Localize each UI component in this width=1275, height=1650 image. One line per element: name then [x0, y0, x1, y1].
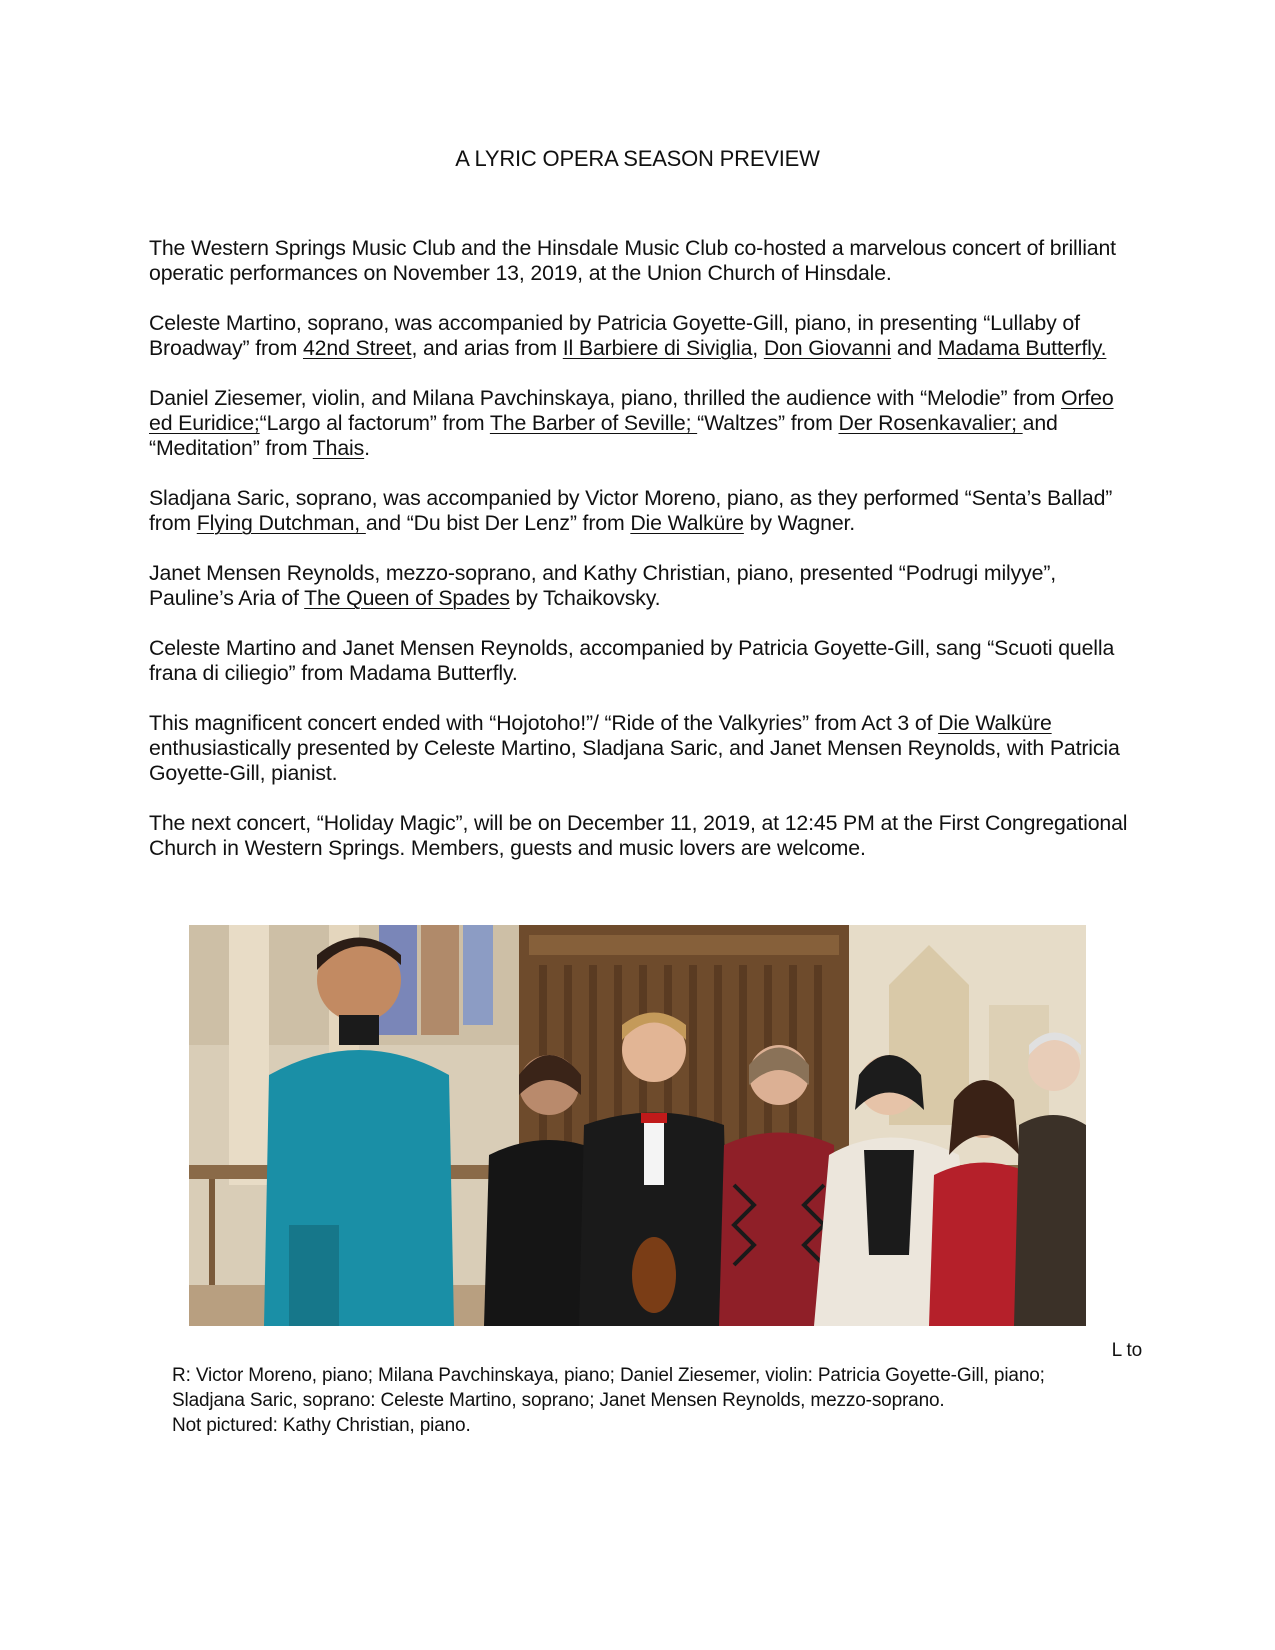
caption-line-3: Not pictured: Kathy Christian, piano. [172, 1415, 471, 1436]
paragraph-reynolds [149, 561, 1134, 611]
link-don-giovanni[interactable]: Don Giovanni [763, 336, 892, 360]
text-segment: Sladjana Saric, soprano, was accompanied by Victor Moreno, piano, as they performed “Senta’s Ballad” from [149, 486, 1113, 535]
text-segment: enthusiastically presented by Celeste Martino, Sladjana Saric, and Janet Mensen Reynolds, with Patricia Goyette-Gill, pianist. [149, 736, 1120, 785]
link-il-barbiere[interactable]: Il Barbiere di Siviglia [562, 336, 753, 360]
text-segment: and “Du bist Der Lenz” from [365, 511, 631, 535]
link-madama-butterfly[interactable]: Madama Butterfly. [937, 336, 1107, 360]
text-segment: This magnificent concert ended with “Hojotoho!”/ “Ride of the Valkyries” from Act 3 of [149, 711, 939, 735]
link-42nd-street[interactable]: 42nd Street [302, 336, 412, 360]
page-title: A LYRIC OPERA SEASON PREVIEW [455, 146, 820, 171]
paragraph-martino [149, 311, 1134, 361]
text-segment: by Wagner. [743, 511, 856, 535]
caption-line-2: Sladjana Saric, soprano: Celeste Martino, soprano; Janet Mensen Reynolds, mezzo-soprano. [172, 1390, 945, 1411]
text-segment: and [891, 336, 938, 360]
paragraph-saric [149, 486, 1134, 536]
caption-line-1: R: Victor Moreno, piano; Milana Pavchinskaya, piano; Daniel Ziesemer, violin: Patricia Goyette-Gill, piano; [172, 1365, 1045, 1386]
group-photo [189, 925, 1086, 1326]
paragraph-next-concert: The next concert, “Holiday Magic”, will be on December 11, 2019, at 12:45 PM at the First Congregational Church in Western Springs. Members, guests and music lovers are welcome. [149, 811, 1128, 860]
link-die-walkure[interactable]: Die Walküre [630, 511, 744, 535]
paragraph-duet: Celeste Martino and Janet Mensen Reynolds, accompanied by Patricia Goyette-Gill, sang “Scuoti quella frana di ciliegio” from Madama Butterfly. [149, 636, 1115, 685]
text-segment: Janet Mensen Reynolds, mezzo-soprano, and Kathy Christian, piano, presented “Podrugi milyye”, Pauline’s Aria of [149, 561, 1057, 610]
link-queen-of-spades[interactable]: The Queen of Spades [304, 586, 510, 610]
caption-lead: L to [1111, 1340, 1142, 1361]
text-segment: “Waltzes” from [697, 411, 839, 435]
photo-caption [172, 1338, 1172, 1438]
paragraph-finale [149, 711, 1134, 786]
text-segment: “Largo al factorum” from [259, 411, 490, 435]
paragraph-ziesemer [149, 386, 1134, 461]
text-segment: Celeste Martino, soprano, was accompanied by Patricia Goyette-Gill, piano, in presenting “Lullaby of Broadway” from [149, 311, 1080, 360]
text-segment: , and arias from [411, 336, 563, 360]
paragraph-intro: The Western Springs Music Club and the Hinsdale Music Club co-hosted a marvelous concert of brilliant operatic performances on November 13, 2019, at the Union Church of Hinsdale. [149, 236, 1116, 285]
article-body [149, 236, 1134, 886]
text-segment: Daniel Ziesemer, violin, and Milana Pavchinskaya, piano, thrilled the audience with “Melodie” from [149, 386, 1062, 410]
link-orfeo[interactable]: Orfeo ed Euridice; [149, 386, 1114, 435]
link-die-walkure-act3[interactable]: Die Walküre [938, 711, 1052, 735]
link-barber-of-seville[interactable]: The Barber of Seville; [489, 411, 698, 435]
link-der-rosenkavalier[interactable]: Der Rosenkavalier; [838, 411, 1023, 435]
link-thais[interactable]: Thais [312, 436, 365, 460]
text-segment: . [364, 436, 370, 460]
text-segment: , [752, 336, 764, 360]
text-segment: and “Meditation” from [149, 411, 1058, 460]
group-photo-illustration [189, 925, 1086, 1326]
link-flying-dutchman[interactable]: Flying Dutchman, [196, 511, 366, 535]
text-segment: by Tchaikovsky. [509, 586, 661, 610]
